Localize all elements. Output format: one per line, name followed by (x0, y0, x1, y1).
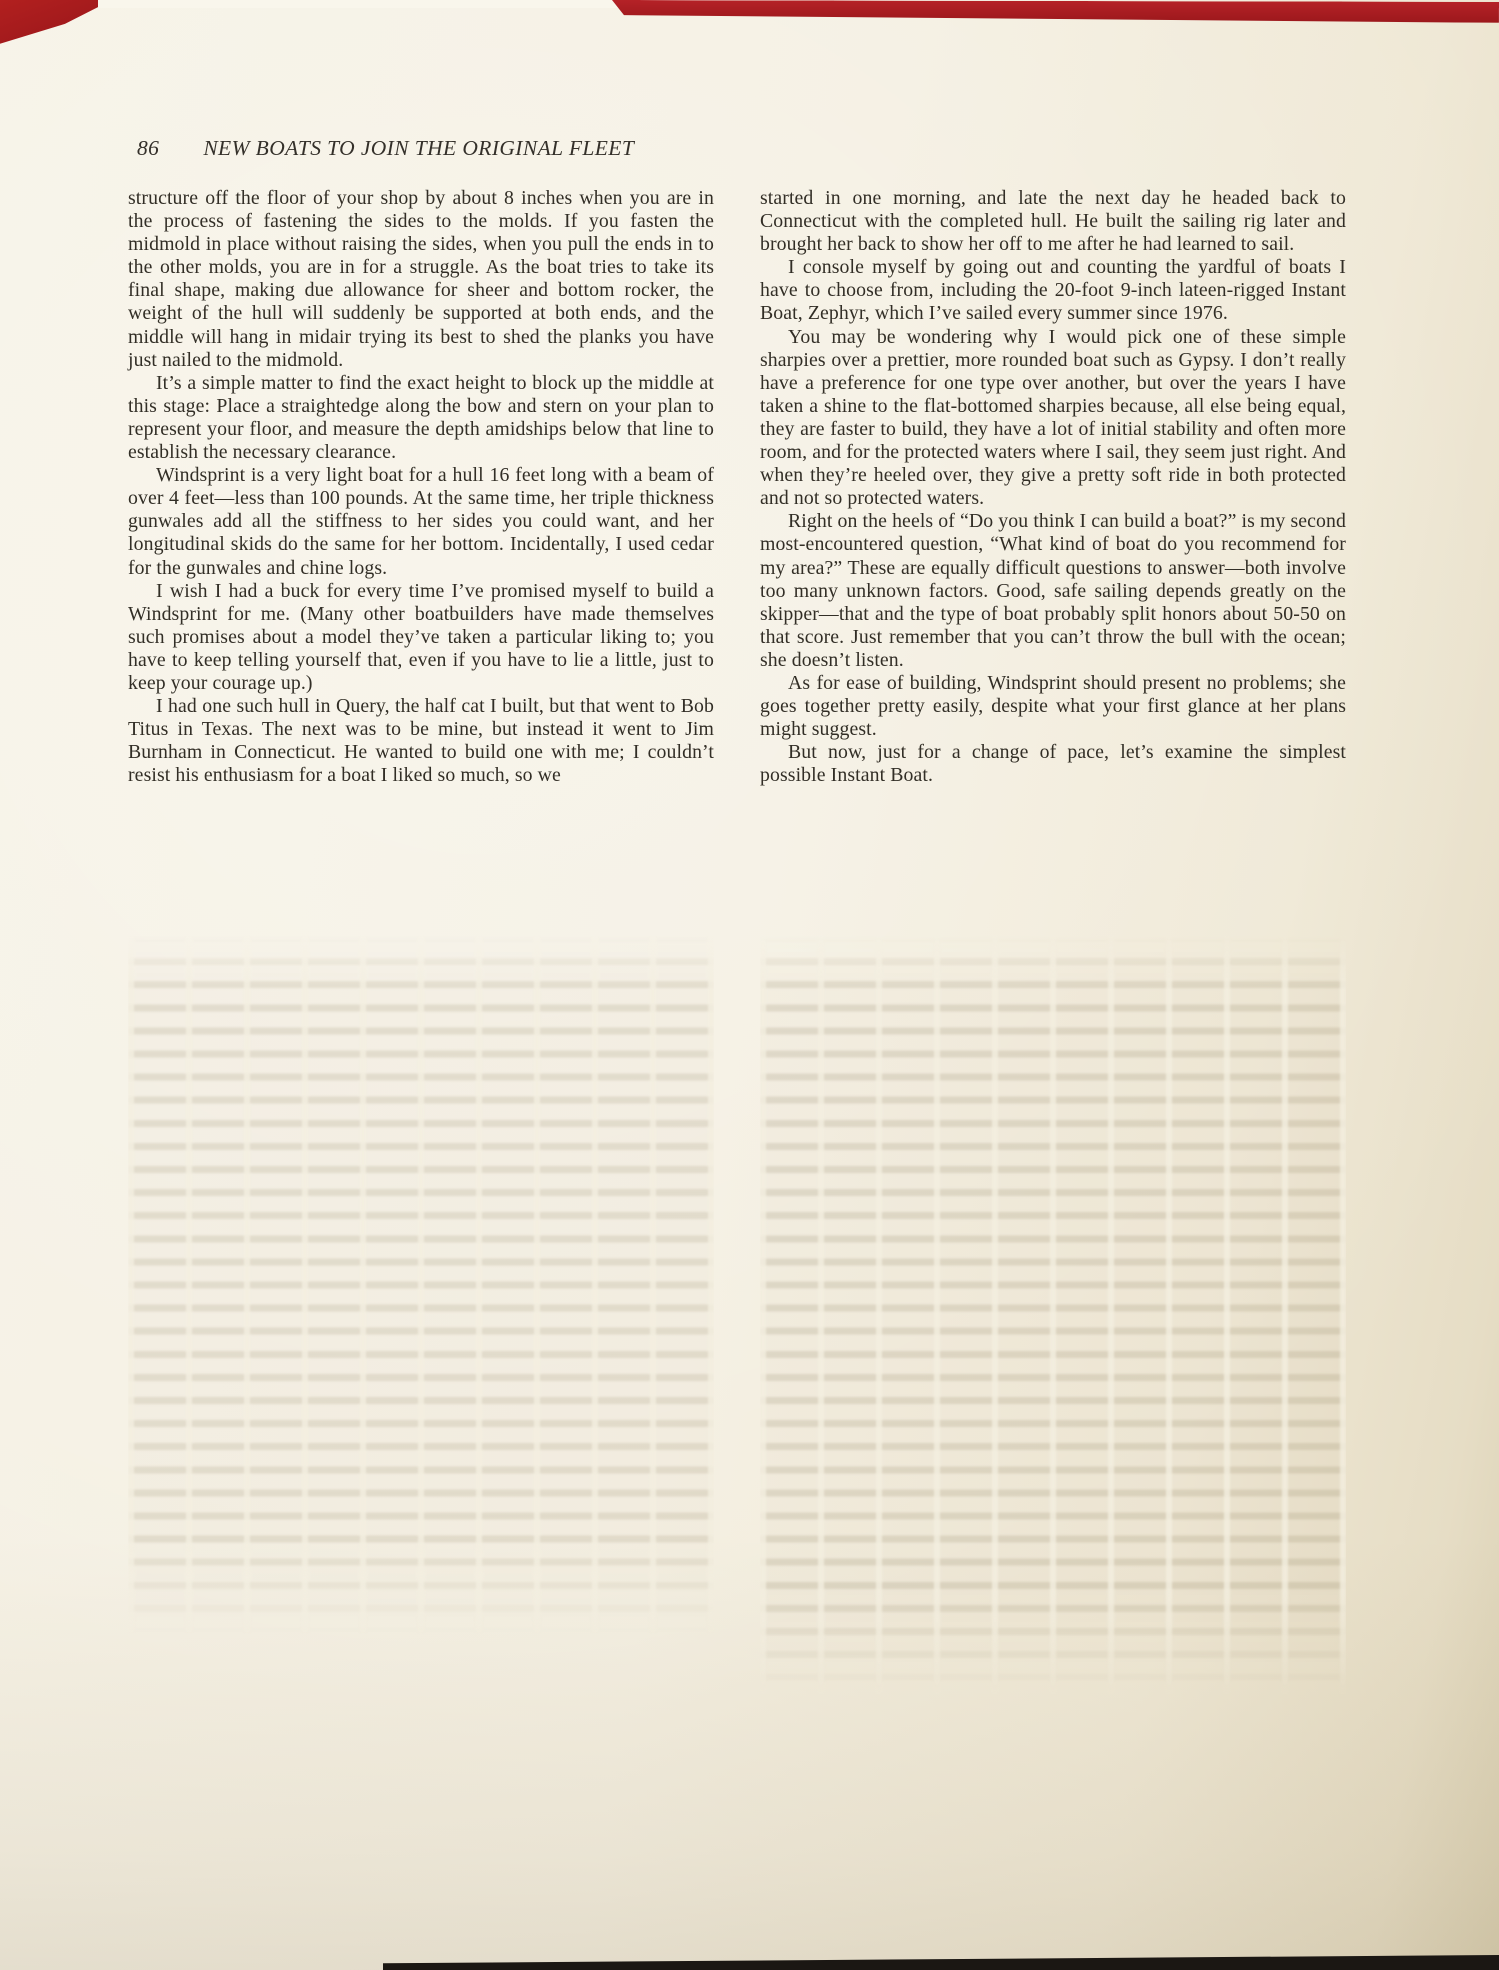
dark-scan-edge-bottom (383, 1955, 1499, 1970)
running-header (137, 136, 634, 161)
paragraph: You may be wondering why I would pick one of these simple sharpies over a prettier, more rounded boat such as Gypsy. I don’t really have a preference for one type over another, but over the years I have taken a shine to the flat-bottomed sharpies because, all else being equal, they are faster to build, they have a lot of initial stability and often more room, and for the protected waters where I sail, they seem just right. And when they’re heeled over, they give a pretty soft ride in both protected and not so protected waters. (760, 325, 1346, 510)
paragraph: structure off the floor of your shop by about 8 inches when you are in the process of fastening the sides to the molds. If you fasten the midmold in place without raising the sides, when you pull the ends in to the other molds, you are in for a struggle. As the boat tries to take its final shape, making due allowance for sheer and bottom rocker, the weight of the hull will suddenly be supported at both ends, and the middle will hang in midair trying its best to shed the planks you have just nailed to the midmold. (128, 187, 714, 371)
text-column-left (128, 187, 714, 787)
red-cover-edge-top-right (612, 0, 1499, 23)
paragraph: It’s a simple matter to find the exact height to block up the middle at this stage: Place a straightedge along the bow and stern on your plan to represent your floor, and measure the depth amidships below that line to establish the necessary clearance. (128, 371, 714, 464)
paragraph: I wish I had a buck for every time I’ve promised myself to build a Windsprint for me. (Many other boatbuilders have made themselves such promises about a model they’ve taken a particular liking to; you have to keep telling yourself that, even if you have to lie a little, just to keep your courage up.) (128, 579, 714, 694)
text-column-right (760, 187, 1346, 787)
paragraph: Windsprint is a very light boat for a hull 16 feet long with a beam of over 4 feet—less than 100 pounds. At the same time, her triple thickness gunwales add all the stiffness to her sides you could want, and her longitudinal skids do the same for her bottom. Incidentally, I used cedar for the gunwales and chine logs. (128, 464, 714, 579)
paragraph: started in one morning, and late the next day he headed back to Connecticut with the completed hull. He built the sailing rig later and brought her back to show her off to me after he had learned to sail. (760, 187, 1346, 256)
page-number: 86 (137, 136, 160, 160)
paragraph: I had one such hull in Query, the half cat I built, but that went to Bob Titus in Texas. The next was to be mine, but instead it went to Jim Burnham in Connecticut. He wanted to build one with me; I couldn’t resist his enthusiasm for a boat I liked so much, so we (128, 695, 714, 787)
paragraph: As for ease of building, Windsprint should present no problems; she goes together pretty easily, despite what your first glance at her plans might suggest. (760, 671, 1346, 741)
bleed-through-text-right (760, 935, 1346, 1695)
paragraph: I console myself by going out and counting the yardful of boats I have to choose from, including the 20-foot 9-inch lateen-rigged Instant Boat, Zephyr, which I’ve sailed every summer since 1976. (760, 256, 1346, 325)
red-cover-edge-top-left (0, 0, 112, 46)
paragraph: Right on the heels of “Do you think I can build a boat?” is my second most-encountered question, “What kind of boat do you recommend for my area?” These are equally difficult questions to answer—both involve too many unknown factors. Good, safe sailing depends greatly on the skipper—that and the type of boat probably split honors about 50-50 on that score. Just remember that you can’t throw the bull with the ocean; she doesn’t listen. (760, 510, 1346, 671)
paragraph: But now, just for a change of pace, let’s examine the simplest possible Instant Boat. (760, 741, 1346, 787)
bleed-through-text-left (128, 935, 714, 1635)
paper-edge-top (98, 0, 626, 8)
running-header-title: NEW BOATS TO JOIN THE ORIGINAL FLEET (203, 136, 635, 160)
